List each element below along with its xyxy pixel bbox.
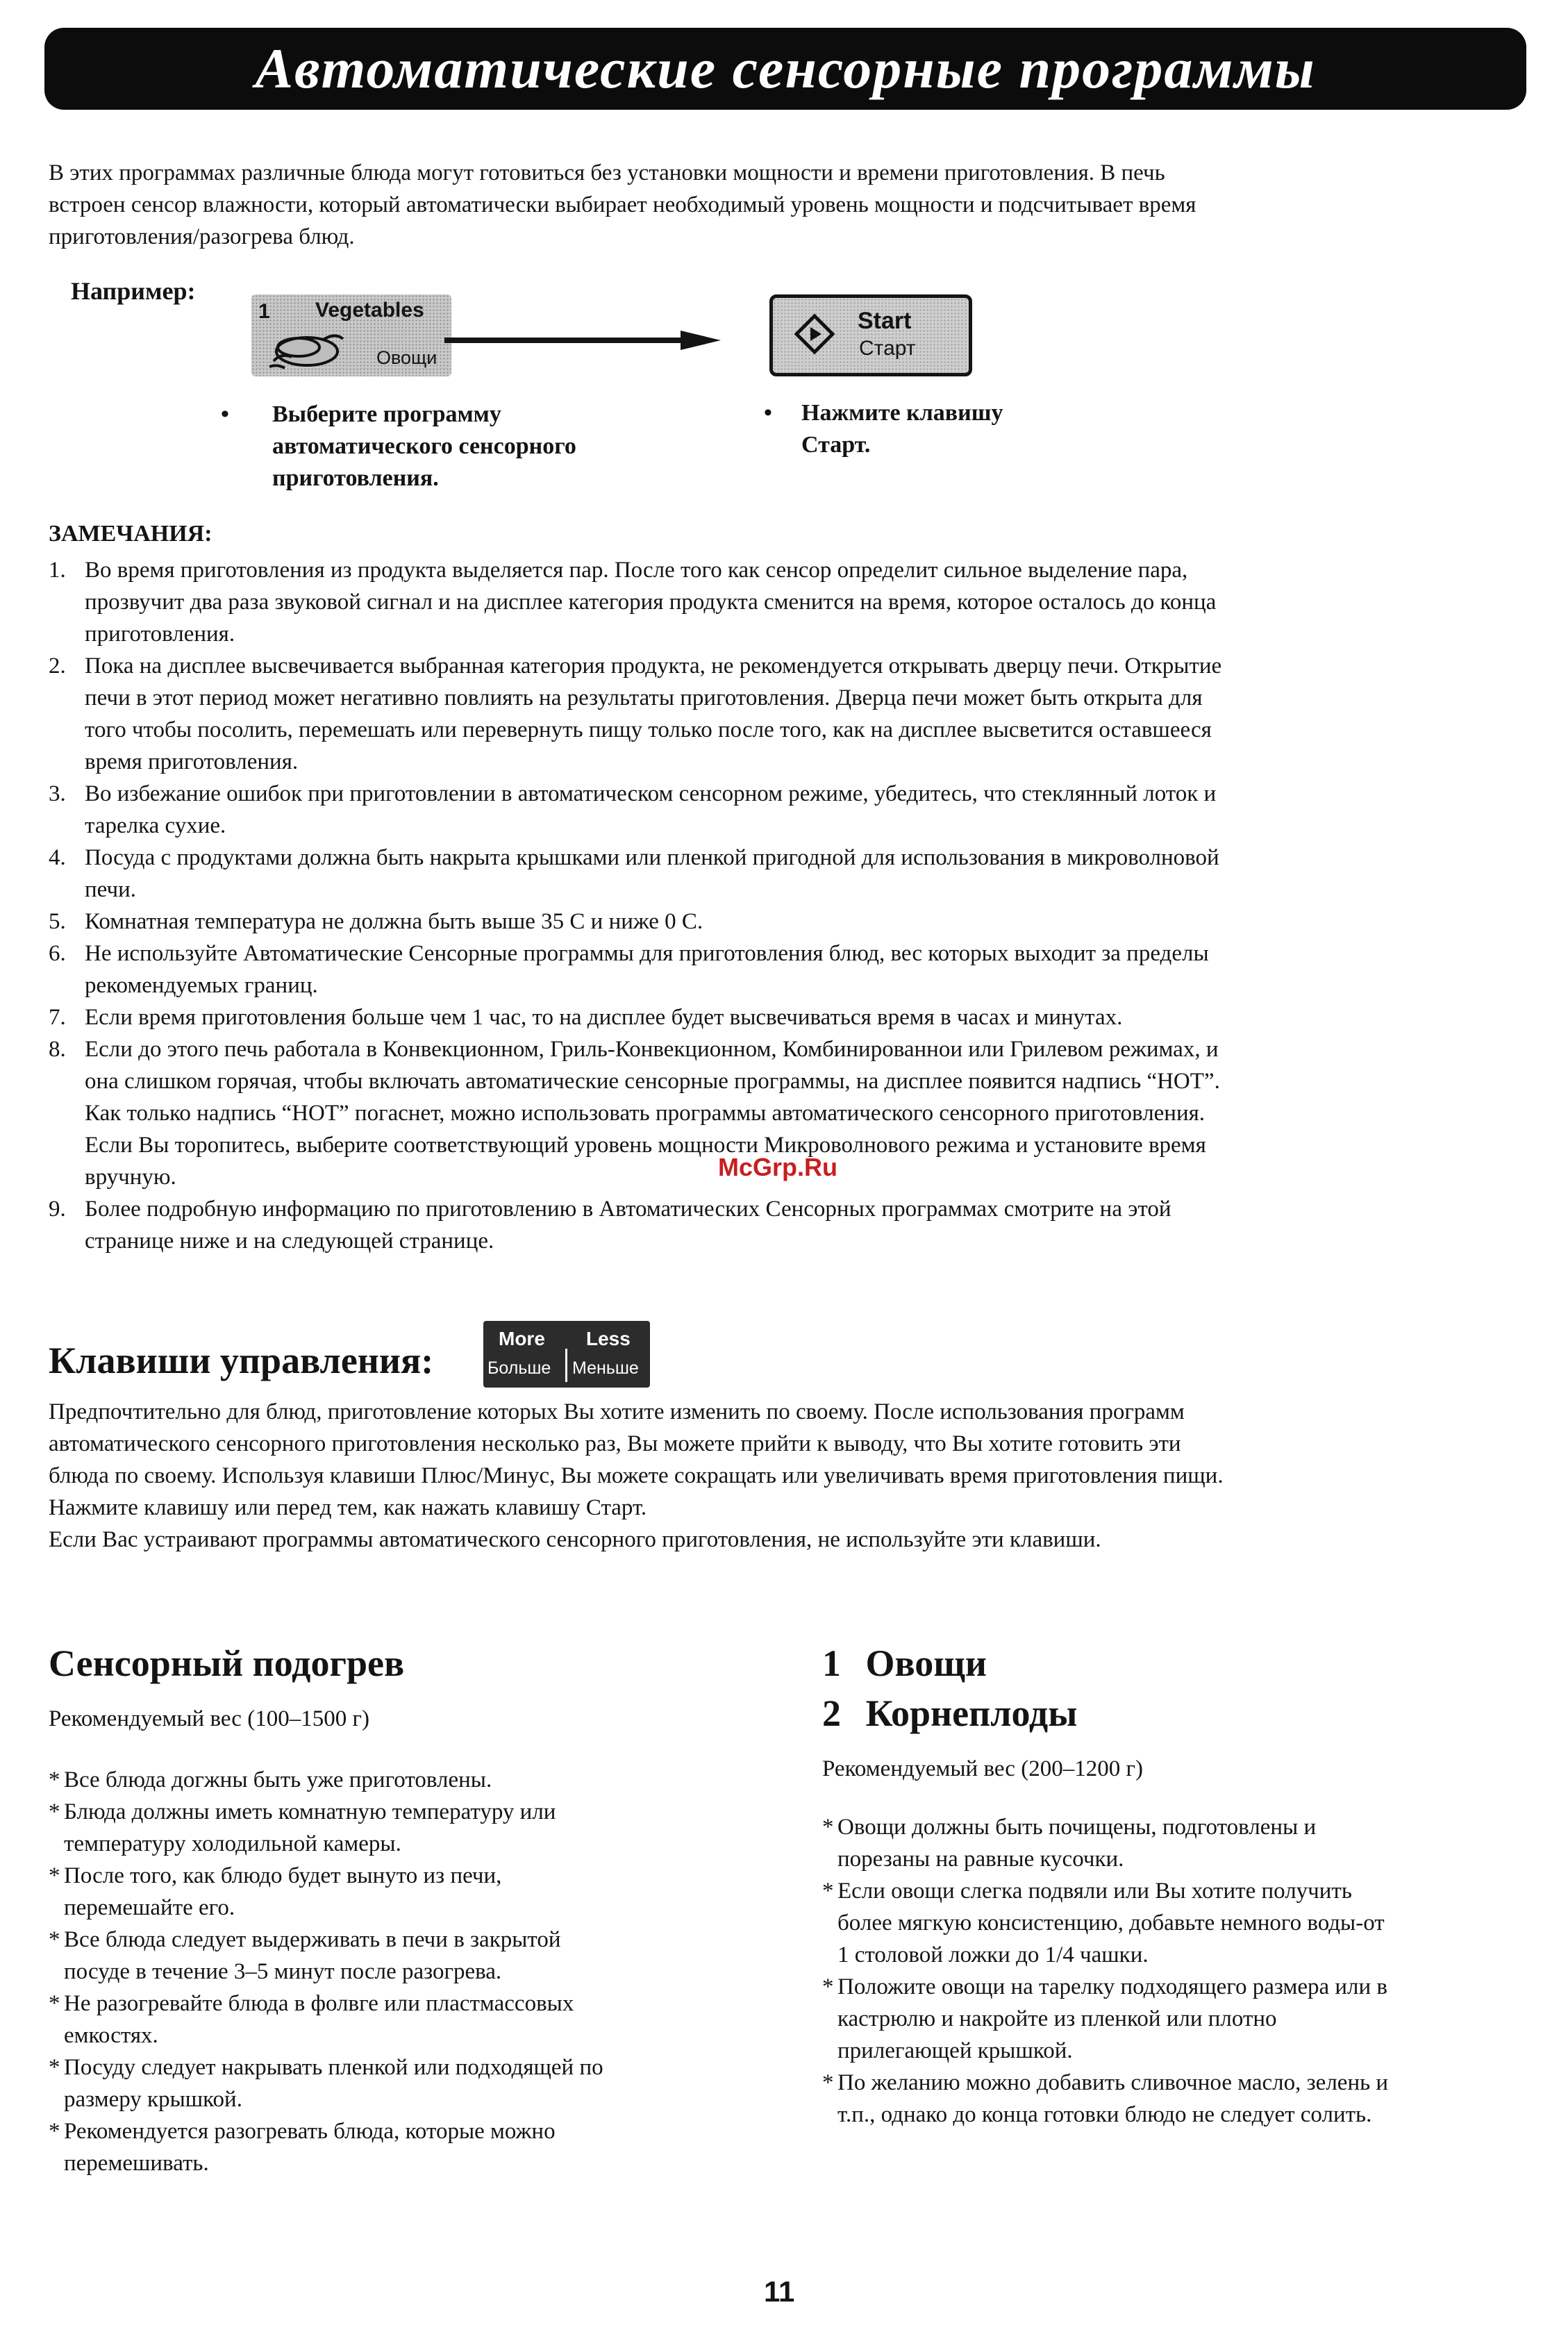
note-item xyxy=(49,778,1542,842)
less-key-label-ru: Меньше xyxy=(572,1358,639,1378)
note-number: 9. xyxy=(49,1197,66,1222)
less-key-label: Less xyxy=(586,1328,631,1349)
vegetables-key xyxy=(251,294,451,376)
controls-line: блюда по своему. Используя клавиши Плюс/Минус, Вы можете сокращать или увеличивать время приготовления пищи. xyxy=(49,1463,1224,1488)
bullet-line: По желанию можно добавить сливочное масло, зелень и xyxy=(837,2070,1389,2095)
bullet-line: прилегающей крышкой. xyxy=(837,2038,1073,2063)
page-title: Автоматические сенсорные программы xyxy=(255,37,1316,100)
asterisk-icon: * xyxy=(822,1879,834,1904)
start-key-label-ru: Старт xyxy=(859,337,916,360)
vegetables-bullet xyxy=(822,1811,1544,1875)
note-line: прозвучит два раза звуковой сигнал и на дисплее категория продукта сменится на время, которое осталось до конца xyxy=(85,590,1217,615)
key-divider xyxy=(565,1349,567,1382)
reheat-bullet xyxy=(49,2115,757,2179)
bullet-line: перемешивать. xyxy=(64,2151,209,2176)
reheat-bullet xyxy=(49,2051,757,2115)
asterisk-icon: * xyxy=(822,1815,834,1840)
bullet-line: Посуду следует накрывать пленкой или подходящей по xyxy=(64,2055,603,2080)
bullet-line: Овощи должны быть почищены, подготовлены и xyxy=(837,1815,1317,1840)
bullet-line: Положите овощи на тарелку подходящего размера или в xyxy=(837,1974,1387,1999)
note-item xyxy=(49,1001,1542,1033)
controls-line: Предпочтительно для блюд, приготовление которых Вы хотите изменить по своему. После использования программ xyxy=(49,1399,1185,1424)
reheat-weight: Рекомендуемый вес (100–1500 г) xyxy=(49,1706,369,1731)
intro-paragraph xyxy=(49,157,1521,253)
reheat-bullet xyxy=(49,1988,757,2051)
asterisk-icon: * xyxy=(49,2055,60,2080)
bullet-line: 1 столовой ложки до 1/4 чашки. xyxy=(837,1942,1149,1967)
reheat-bullet xyxy=(49,1796,757,1860)
note-line: Если до этого печь работала в Конвекционном, Гриль-Конвекционном, Комбинированнои или Грилевом режимах, и xyxy=(85,1037,1219,1062)
note-line: Посуда с продуктами должна быть накрыта крышками или пленкой пригодной для использования в микроволновой xyxy=(85,845,1219,870)
note-line: печи. xyxy=(85,877,136,902)
note-line: она слишком горячая, чтобы включать автоматические сенсорные программы, на дисплее появится надпись “HOT”. xyxy=(85,1069,1220,1094)
intro-line: встроен сенсор влажности, который автоматически выбирает необходимый уровень мощности и подсчитывает время xyxy=(49,192,1196,217)
asterisk-icon: * xyxy=(49,1799,60,1824)
step1-line: приготовления. xyxy=(272,465,439,491)
vegetables-bullet xyxy=(822,1971,1544,2067)
note-line: странице ниже и на следующей странице. xyxy=(85,1229,494,1254)
note-line: Комнатная температура не должна быть выше 35 С и ниже 0 С. xyxy=(85,909,703,934)
bullet-line: т.п., однако до конца готовки блюдо не следует солить. xyxy=(837,2102,1372,2127)
note-line: Более подробную информацию по приготовлению в Автоматических Сенсорных программах смотрите на этой xyxy=(85,1197,1171,1222)
bullet-line: посуде в течение 3–5 минут после разогрева. xyxy=(64,1959,502,1984)
note-item xyxy=(49,1193,1542,1257)
note-number: 7. xyxy=(49,1005,66,1030)
note-line: рекомендуемых границ. xyxy=(85,973,318,998)
note-line: время приготовления. xyxy=(85,749,299,774)
asterisk-icon: * xyxy=(822,1974,834,1999)
start-key xyxy=(769,294,972,376)
asterisk-icon: * xyxy=(49,1767,60,1792)
more-key-label: More xyxy=(499,1328,545,1349)
note-line: Не используйте Автоматические Сенсорные программы для приготовления блюд, вес которых выходит за пределы xyxy=(85,941,1209,966)
note-item xyxy=(49,554,1542,650)
example-step1 xyxy=(272,399,661,494)
note-line: Если время приготовления больше чем 1 час, то на дисплее будет высвечиваться время в часах и минутах. xyxy=(85,1005,1123,1030)
intro-line: приготовления/разогрева блюд. xyxy=(49,224,355,249)
example-step2 xyxy=(801,397,1093,461)
note-line: приготовления. xyxy=(85,622,235,647)
arrow-right-icon xyxy=(444,326,722,354)
note-number: 6. xyxy=(49,941,66,966)
note-line: печи в этот период может негативно повлиять на результаты приготовления. Дверца печи может быть открыта для xyxy=(85,685,1203,710)
key-number: 1 xyxy=(258,300,270,323)
intro-line: В этих программах различные блюда могут готовиться без установки мощности и времени приготовления. В печь xyxy=(49,160,1165,185)
more-less-keys xyxy=(483,1321,650,1388)
bullet-line: емкостях. xyxy=(64,2023,158,2048)
step2-line: Старт. xyxy=(801,432,871,458)
vegetables-heading xyxy=(822,1642,987,1685)
bullet-line: Не разогревайте блюда в фолвге или пластмассовых xyxy=(64,1991,574,2016)
asterisk-icon: * xyxy=(49,1991,60,2016)
bullet-line: Если овощи слегка подвяли или Вы хотите получить xyxy=(837,1879,1352,1904)
note-line: Если Вы торопитесь, выберите соответствующий уровень мощности Микроволнового режима и установите время xyxy=(85,1133,1206,1158)
step1-line: Выберите программу xyxy=(272,401,501,427)
key-label-ru: Овощи xyxy=(376,347,437,368)
note-item xyxy=(49,938,1542,1001)
bullet-line: Все блюда следует выдерживать в печи в закрытой xyxy=(64,1927,561,1952)
key-label-en: Vegetables xyxy=(315,299,424,322)
note-number: 8. xyxy=(49,1037,66,1062)
step1-line: автоматического сенсорного xyxy=(272,433,576,459)
vegetables-bullet xyxy=(822,1875,1544,1971)
note-item xyxy=(49,650,1542,778)
asterisk-icon: * xyxy=(49,1863,60,1888)
bullet-line: После того, как блюдо будет вынуто из печи, xyxy=(64,1863,502,1888)
note-line: Пока на дисплее высвечивается выбранная категория продукта, не рекомендуется открывать дверцу печи. Открытие xyxy=(85,654,1222,679)
note-number: 5. xyxy=(49,909,66,934)
vegetables-bullet xyxy=(822,2067,1544,2131)
heading-number: 2 xyxy=(822,1692,841,1734)
example-step2-bullet: • xyxy=(764,400,772,426)
vegetables-weight: Рекомендуемый вес (200–1200 г) xyxy=(822,1756,1143,1781)
note-item xyxy=(49,842,1542,906)
note-line: Во избежание ошибок при приготовлении в автоматическом сенсорном режиме, убедитесь, что стеклянный лоток и xyxy=(85,781,1217,806)
page-title-banner xyxy=(44,28,1526,110)
heading-text: Корнеплоды xyxy=(865,1692,1078,1734)
reheat-bullet xyxy=(49,1860,757,1924)
heading-text: Овощи xyxy=(865,1642,987,1684)
controls-heading: Клавиши управления: xyxy=(49,1340,434,1381)
note-line: тарелка сухие. xyxy=(85,813,226,838)
watermark: McGrp.Ru xyxy=(718,1153,838,1181)
note-number: 2. xyxy=(49,654,66,679)
asterisk-icon: * xyxy=(49,2119,60,2144)
vegetables-icon xyxy=(264,325,347,374)
bullet-line: порезаны на равные кусочки. xyxy=(837,1847,1124,1872)
reheat-heading: Сенсорный подогрев xyxy=(49,1642,405,1684)
note-line: того чтобы посолить, перемешать или перевернуть пищу только после того, как на дисплее высветится оставшееся xyxy=(85,717,1212,742)
bullet-line: Блюда должны иметь комнатную температуру или xyxy=(64,1799,556,1824)
note-number: 4. xyxy=(49,845,66,870)
note-number: 3. xyxy=(49,781,66,806)
bullet-line: кастрюлю и накройте из пленкой или плотно xyxy=(837,2006,1277,2031)
note-line: вручную. xyxy=(85,1165,176,1190)
reheat-bullet xyxy=(49,1924,757,1988)
note-item xyxy=(49,906,1542,938)
asterisk-icon: * xyxy=(822,2070,834,2095)
bullet-line: более мягкую консистенцию, добавьте немного воды-от xyxy=(837,1911,1385,1936)
bullet-line: Рекомендуется разогревать блюда, которые можно xyxy=(64,2119,556,2144)
controls-line: Если Вас устраивают программы автоматического сенсорного приготовления, не используйте эти клавиши. xyxy=(49,1527,1101,1552)
asterisk-icon: * xyxy=(49,1927,60,1952)
notes-heading: ЗАМЕЧАНИЯ: xyxy=(49,521,212,547)
note-number: 1. xyxy=(49,558,66,583)
note-line: Во время приготовления из продукта выделяется пар. После того как сенсор определит сильное выделение пара, xyxy=(85,558,1188,583)
example-step1-bullet: • xyxy=(221,401,229,427)
root-vegetables-heading xyxy=(822,1692,1077,1735)
more-key-label-ru: Больше xyxy=(487,1358,551,1378)
controls-line: автоматического сенсорного приготовления несколько раз, Вы можете прийти к выводу, что Вы хотите готовить эти xyxy=(49,1431,1181,1456)
heading-number: 1 xyxy=(822,1642,841,1684)
bullet-line: температуру холодильной камеры. xyxy=(64,1831,401,1856)
bullet-line: размеру крышкой. xyxy=(64,2087,242,2112)
bullet-line: перемешайте его. xyxy=(64,1895,235,1920)
controls-paragraph xyxy=(49,1396,1542,1556)
example-label: Например: xyxy=(71,277,196,305)
start-diamond-icon xyxy=(794,313,835,355)
start-key-label-en: Start xyxy=(858,308,912,334)
bullet-line: Все блюда догжны быть уже приготовлены. xyxy=(64,1767,492,1792)
note-line: Как только надпись “HOT” погаснет, можно использовать программы автоматического сенсорного приготовления. xyxy=(85,1101,1206,1126)
page-number: 11 xyxy=(764,2275,795,2308)
reheat-bullet xyxy=(49,1764,757,1796)
step2-line: Нажмите клавишу xyxy=(801,400,1003,426)
controls-line: Нажмите клавишу или перед тем, как нажать клавишу Старт. xyxy=(49,1495,647,1520)
